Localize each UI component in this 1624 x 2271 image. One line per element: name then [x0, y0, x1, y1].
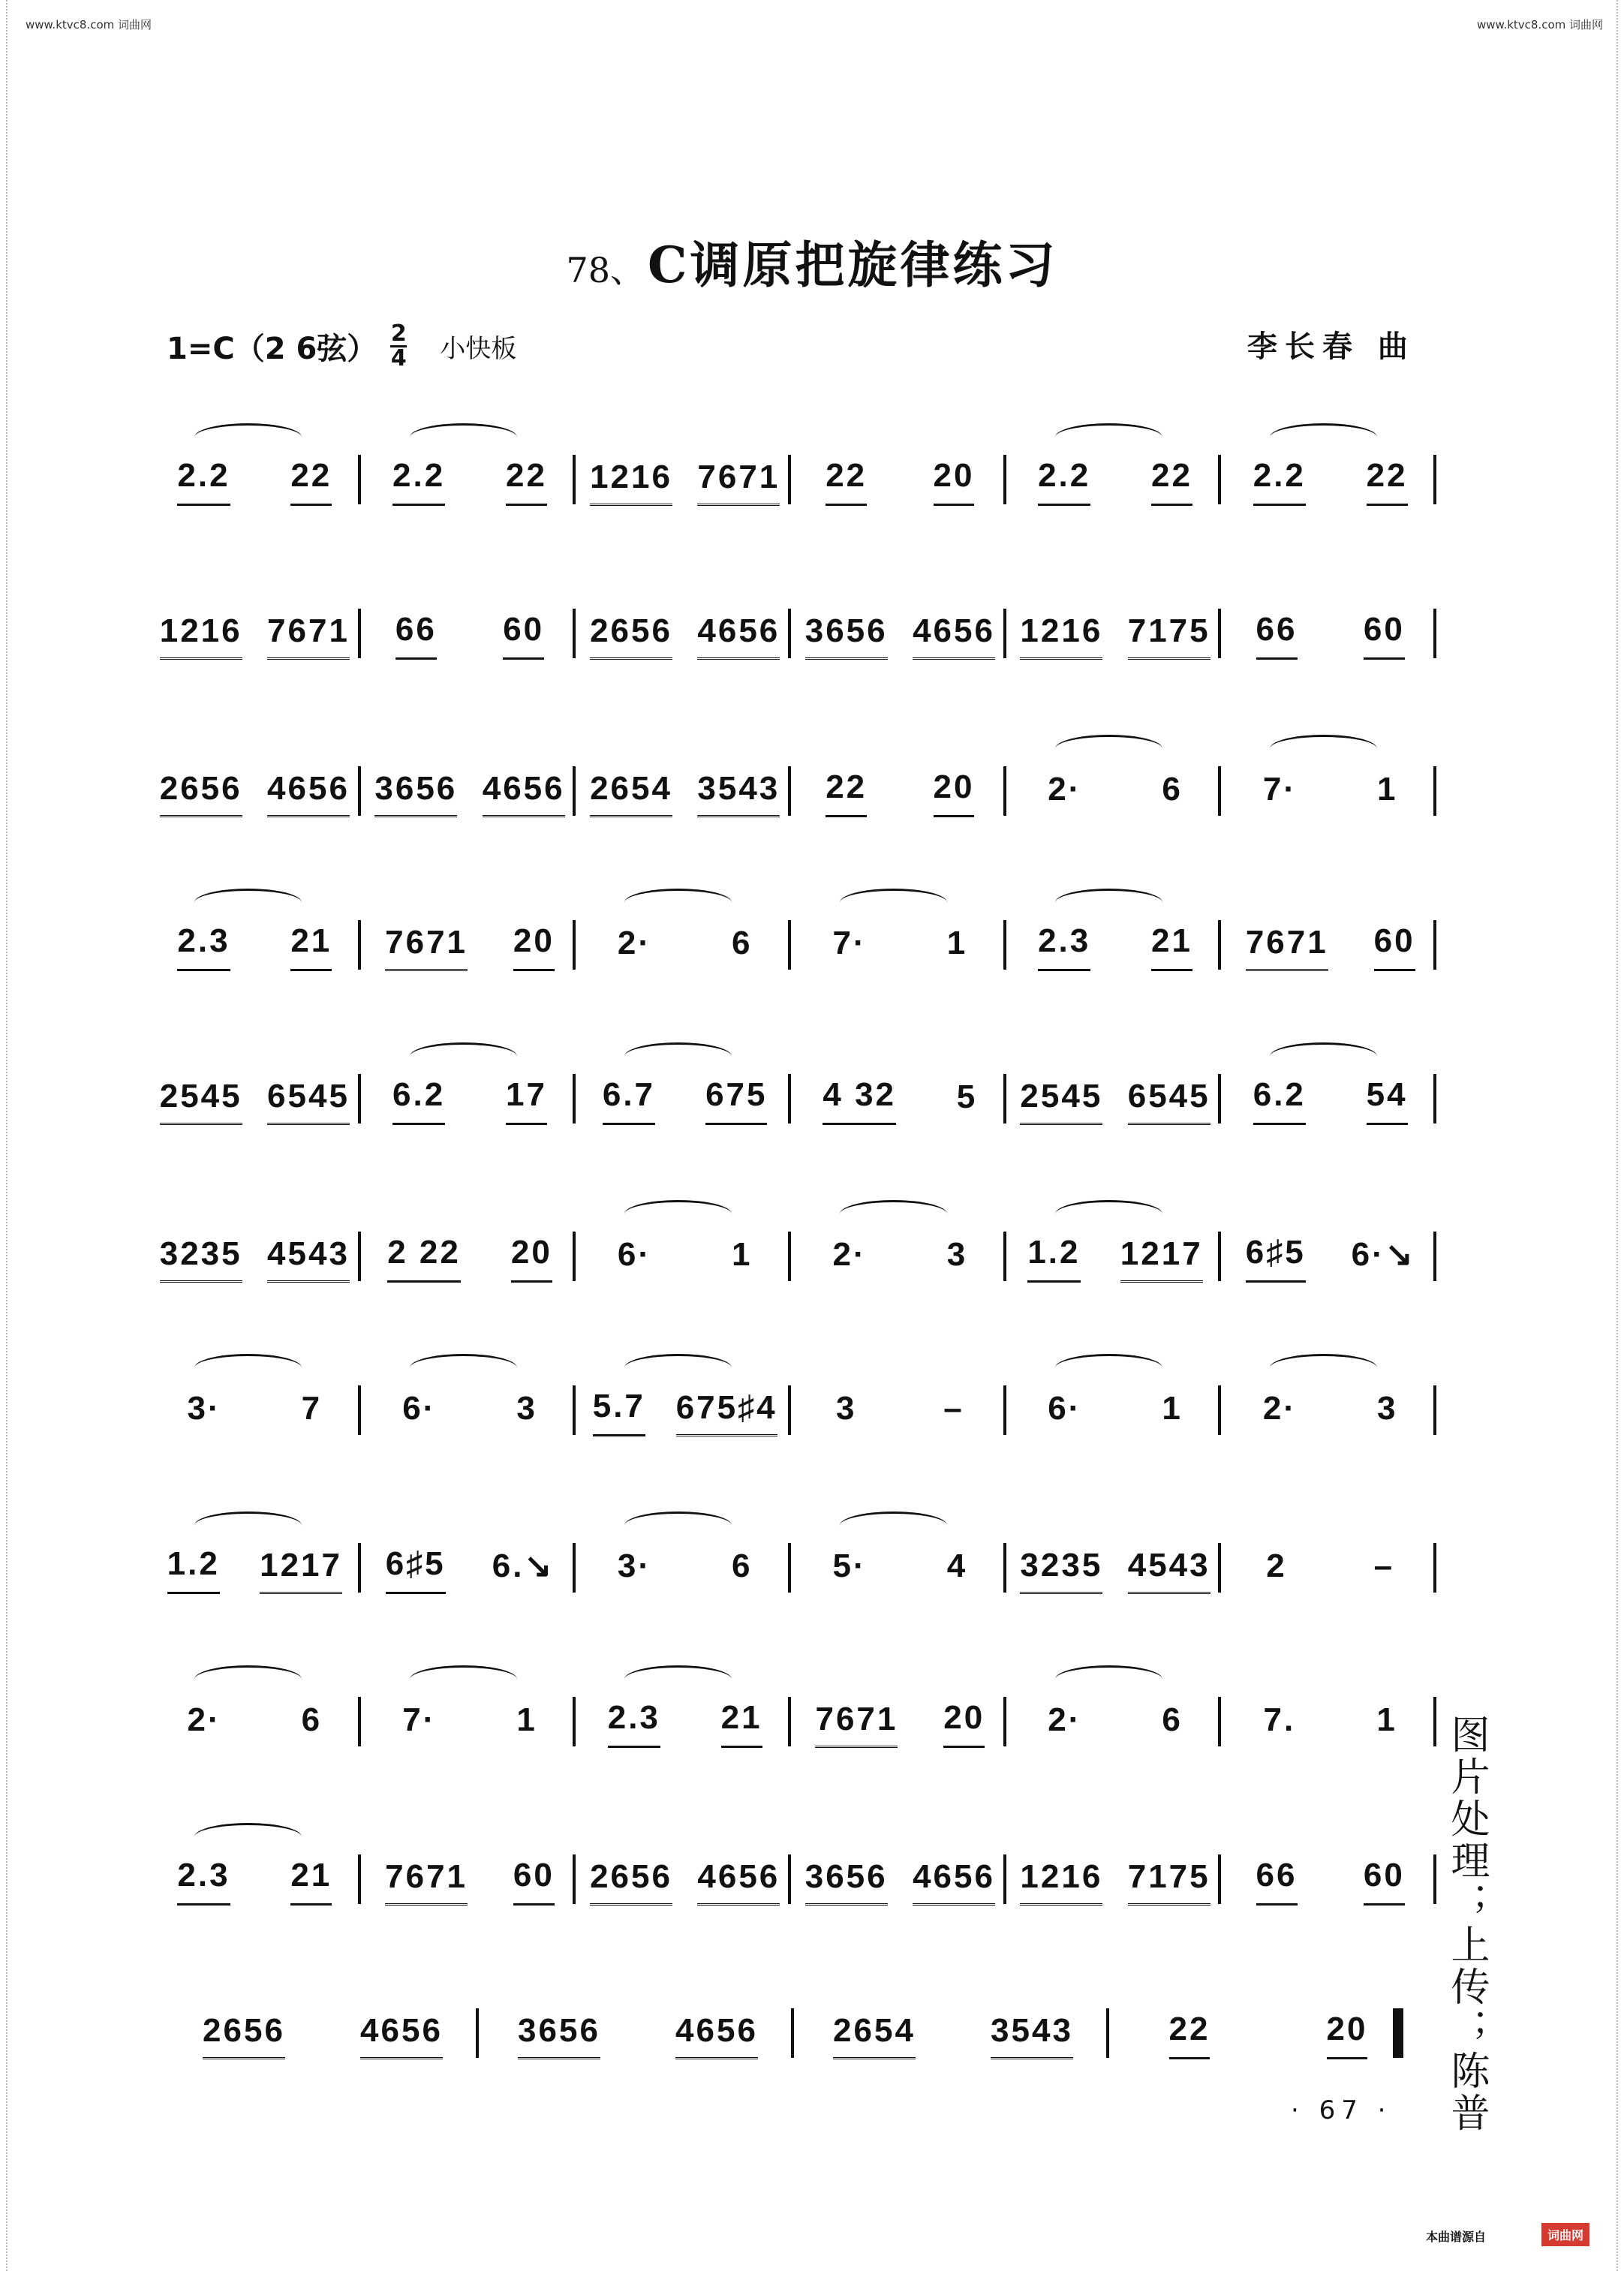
beat: 1: [1376, 1701, 1397, 1738]
slur-mark: [1270, 735, 1377, 763]
beat: 22: [290, 457, 332, 506]
beat: 1216: [1020, 612, 1102, 660]
beat: 2.3: [177, 922, 230, 971]
beat: 20: [1327, 2011, 1368, 2059]
bar-line: [358, 1543, 361, 1593]
slur-mark: [1055, 423, 1162, 451]
score-row: [147, 1182, 1438, 1310]
beat: 7·: [402, 1701, 437, 1738]
slur-mark: [624, 1042, 732, 1070]
bar-line: [358, 1854, 361, 1904]
beat: 2·: [1048, 771, 1082, 808]
beat: 2.2: [1253, 457, 1306, 506]
beat: 7671: [1246, 924, 1328, 971]
bar-line: [788, 455, 791, 504]
beat: 2654: [833, 2012, 916, 2059]
beat: 3656: [805, 612, 888, 660]
beat: 4656: [483, 770, 565, 817]
bar-line: [788, 1854, 791, 1904]
slur-mark: [194, 1354, 302, 1382]
bar-line: [358, 455, 361, 504]
key-label: 1=C（2 6弦）: [167, 332, 377, 366]
beat: 1: [946, 925, 968, 961]
slur-mark: [194, 423, 302, 451]
measure: [1008, 1024, 1223, 1152]
beat: 2.3: [177, 1857, 230, 1906]
measure: [577, 559, 792, 687]
beat: 1216: [1020, 1858, 1102, 1906]
beat: 2·: [617, 925, 651, 961]
slur-mark: [410, 1042, 517, 1070]
measure-group: [147, 1493, 1438, 1621]
beat: 6545: [267, 1078, 350, 1125]
beat: 3·: [187, 1390, 221, 1427]
measure: [1008, 1493, 1223, 1621]
beat: 4656: [697, 612, 780, 660]
beat: 4656: [360, 2012, 443, 2059]
beat: 21: [290, 922, 332, 971]
beat: 22: [1169, 2011, 1210, 2059]
bar-line: [788, 1232, 791, 1281]
score-row: [147, 1336, 1438, 1463]
bar-line: [1218, 1232, 1221, 1281]
bar-line: [1433, 1385, 1436, 1435]
bar-line: [573, 455, 576, 504]
bar-line: [788, 766, 791, 816]
bar-line: [1218, 1385, 1221, 1435]
title-text: C调原把旋律练习: [648, 236, 1058, 294]
measure: [1223, 559, 1438, 687]
bar-line: [1218, 1074, 1221, 1123]
beat: 675♯4: [676, 1389, 777, 1436]
source-badge: 词曲网: [1541, 2223, 1589, 2246]
bar-line: [358, 609, 361, 658]
bar-line: [1218, 920, 1221, 970]
bar-line: [573, 766, 576, 816]
beat: 3·: [617, 1548, 651, 1584]
measure: [147, 559, 362, 687]
slur-mark: [1270, 1354, 1377, 1382]
bar-line: [1218, 1697, 1221, 1746]
measure: [577, 405, 792, 533]
bar-line: [1003, 1385, 1006, 1435]
slur-mark: [1055, 889, 1162, 916]
bar-line: [358, 1232, 361, 1281]
bar-line: [1433, 1854, 1436, 1904]
beat: 22: [506, 457, 547, 506]
measure-group: [147, 1805, 1438, 1933]
bar-line: [573, 1385, 576, 1435]
beat: 3543: [697, 770, 780, 817]
beat: 2545: [160, 1078, 242, 1125]
time-signature: [390, 320, 407, 371]
beat: 66: [395, 611, 437, 660]
beat: 21: [290, 1857, 332, 1906]
slur-mark: [1270, 1042, 1377, 1070]
left-page-edge: [6, 0, 24, 2271]
beat: 2: [1266, 1548, 1287, 1584]
bar-line: [573, 920, 576, 970]
measure-group: [147, 405, 1438, 533]
beat: 1.2: [167, 1545, 220, 1594]
measure: [147, 1024, 362, 1152]
bar-line: [358, 1697, 361, 1746]
beat: 7175: [1128, 612, 1210, 660]
bar-line: [1003, 455, 1006, 504]
measure: [792, 405, 1008, 533]
beat: 7.: [1263, 1701, 1296, 1738]
slur-mark: [194, 1823, 302, 1851]
bar-line: [573, 1854, 576, 1904]
bar-line: [1433, 609, 1436, 658]
composer-credit: 李长春 曲: [1247, 329, 1415, 364]
measure-group: [147, 1647, 1438, 1775]
score-row: [147, 559, 1438, 687]
beat: 60: [1374, 922, 1415, 971]
beat: 3: [1377, 1390, 1398, 1427]
measure: [792, 559, 1008, 687]
measure: [577, 717, 792, 844]
bar-line: [1433, 455, 1436, 504]
beat: 7671: [815, 1701, 898, 1748]
beat: 2·: [832, 1236, 867, 1273]
bar-line: [358, 1074, 361, 1123]
beat: 2.3: [1038, 922, 1090, 971]
beat: 3: [516, 1390, 537, 1427]
beat: 22: [1367, 457, 1408, 506]
bar-line: [1433, 1697, 1436, 1746]
slur-mark: [1055, 1665, 1162, 1693]
page-number: · 67 ·: [1291, 2095, 1392, 2125]
time-top: 2: [390, 320, 407, 347]
slur-mark: [194, 889, 302, 916]
bar-line: [1003, 1074, 1006, 1123]
beat: 21: [1151, 922, 1192, 971]
beat: 2545: [1020, 1078, 1102, 1125]
slur-mark: [410, 423, 517, 451]
beat: 1216: [590, 459, 672, 506]
bar-line: [788, 1543, 791, 1593]
site-watermark-left: www.ktvc8.com 词曲网: [26, 18, 152, 32]
beat: 6.↘: [492, 1548, 555, 1584]
measure: [1223, 1805, 1438, 1933]
beat: 6.2: [392, 1076, 445, 1125]
beat: 20: [513, 922, 555, 971]
beat: –: [1373, 1548, 1395, 1584]
beat: 3235: [1020, 1547, 1102, 1594]
beat: 66: [1256, 611, 1298, 660]
beat: 6·: [617, 1236, 651, 1273]
beat: 20: [934, 769, 975, 817]
beat: 6545: [1128, 1078, 1210, 1125]
bar-line: [358, 766, 361, 816]
measure: [792, 717, 1008, 844]
measure: [792, 1024, 1008, 1152]
score-row: [147, 1805, 1438, 1933]
beat: 54: [1367, 1076, 1408, 1125]
upload-credit: 图片处理；上传；陈普: [1444, 1714, 1489, 2134]
bar-line: [476, 2008, 479, 2058]
bar-line: [1433, 1232, 1436, 1281]
bar-line: [573, 1074, 576, 1123]
beat: 7: [301, 1390, 323, 1427]
slur-mark: [840, 889, 947, 916]
beat: 3656: [518, 2012, 600, 2059]
bar-line: [788, 1074, 791, 1123]
bar-line: [788, 920, 791, 970]
beat: 6.2: [1253, 1076, 1306, 1125]
measure-group: [147, 1336, 1438, 1463]
measure-group: [165, 1959, 1426, 2086]
beat: 20: [511, 1234, 552, 1283]
beat: 2656: [590, 1858, 672, 1906]
beat: 2·: [187, 1701, 221, 1738]
beat: 2654: [590, 770, 672, 817]
beat: 17: [506, 1076, 547, 1125]
measure: [362, 871, 578, 998]
bar-line: [1003, 766, 1006, 816]
measure: [792, 1805, 1008, 1933]
bar-line: [358, 1385, 361, 1435]
slur-mark: [1055, 735, 1162, 763]
beat: 2656: [203, 2012, 285, 2059]
beat: 2656: [160, 770, 242, 817]
beat: 4543: [1128, 1547, 1210, 1594]
beat: 1217: [260, 1547, 342, 1594]
beat: 60: [513, 1857, 555, 1906]
bar-line: [573, 1697, 576, 1746]
beat: 1216: [160, 612, 242, 660]
beat: 7671: [385, 924, 468, 971]
slur-mark: [410, 1354, 517, 1382]
bar-line: [1003, 1543, 1006, 1593]
key-signature: [167, 320, 517, 371]
bar-line: [573, 1543, 576, 1593]
bar-line: [1218, 455, 1221, 504]
measure: [792, 1647, 1008, 1775]
beat: 1217: [1120, 1235, 1203, 1283]
measure: [480, 1959, 795, 2086]
beat: 2.2: [1038, 457, 1090, 506]
beat: 22: [826, 769, 867, 817]
beat: 6: [732, 925, 753, 961]
measure: [362, 1182, 578, 1310]
title-number: 78、: [566, 250, 645, 290]
site-watermark-right: www.ktvc8.com 词曲网: [1477, 18, 1604, 32]
measure: [1223, 1493, 1438, 1621]
score-row: [147, 1493, 1438, 1621]
measure: [147, 717, 362, 844]
beat: 3235: [160, 1235, 242, 1283]
beat: 4656: [913, 612, 995, 660]
bar-line: [573, 1232, 576, 1281]
beat: 2.2: [177, 457, 230, 506]
beat: 3656: [374, 770, 457, 817]
beat: 4: [946, 1548, 968, 1584]
beat: 4656: [267, 770, 350, 817]
slur-mark: [624, 1665, 732, 1693]
beat: 60: [1364, 611, 1405, 660]
beat: 4656: [697, 1858, 780, 1906]
measure: [1223, 1182, 1438, 1310]
bar-line: [1003, 920, 1006, 970]
beat: 6·: [402, 1390, 437, 1427]
measure-group: [147, 1024, 1438, 1152]
beat: 1: [516, 1701, 537, 1738]
beat: 5.7: [593, 1388, 645, 1436]
measure-group: [147, 717, 1438, 844]
beat: 20: [943, 1699, 985, 1748]
beat: 6: [732, 1548, 753, 1584]
measure: [1223, 871, 1438, 998]
bar-line: [1106, 2008, 1109, 2058]
slur-mark: [624, 889, 732, 916]
beat: 20: [934, 457, 975, 506]
bar-line: [1433, 766, 1436, 816]
measure-group: [147, 559, 1438, 687]
bar-line: [788, 1385, 791, 1435]
beat: 6.7: [603, 1076, 655, 1125]
beat: 4656: [913, 1858, 995, 1906]
bar-line: [358, 920, 361, 970]
beat: 6: [1162, 1701, 1183, 1738]
beat: 5·: [832, 1548, 867, 1584]
slur-mark: [410, 1665, 517, 1693]
beat: 2656: [590, 612, 672, 660]
beat: 3543: [991, 2012, 1073, 2059]
beat: –: [943, 1390, 964, 1427]
score-row: [147, 405, 1438, 533]
right-page-edge: [1600, 0, 1618, 2271]
beat: 22: [826, 457, 867, 506]
bar-line: [1433, 1543, 1436, 1593]
slur-mark: [1055, 1200, 1162, 1228]
beat: 5: [956, 1078, 978, 1115]
beat: 6♯5: [386, 1545, 446, 1594]
measure: [147, 1182, 362, 1310]
measure: [792, 1336, 1008, 1463]
slur-mark: [194, 1665, 302, 1693]
beat: 7671: [385, 1858, 468, 1906]
measure: [362, 1493, 578, 1621]
page-title: [0, 225, 1624, 296]
beat: 60: [1364, 1857, 1405, 1906]
slur-mark: [840, 1200, 947, 1228]
measure: [795, 1959, 1111, 2086]
measure: [362, 559, 578, 687]
beat: 675: [705, 1076, 767, 1125]
beat: 6: [301, 1701, 323, 1738]
beat: 7·: [832, 925, 867, 961]
beat: 3: [835, 1390, 857, 1427]
bar-line: [1218, 1543, 1221, 1593]
beat: 2.2: [392, 457, 445, 506]
beat: 1: [732, 1236, 753, 1273]
bar-line: [1433, 1074, 1436, 1123]
beat: 1: [1377, 771, 1398, 808]
score-row: [165, 1959, 1426, 2086]
measure: [1223, 1647, 1438, 1775]
beat: 4656: [675, 2012, 758, 2059]
measure-group: [147, 871, 1438, 998]
beat: 7671: [697, 459, 780, 506]
measure: [362, 717, 578, 844]
beat: 3656: [805, 1858, 888, 1906]
beat: 2·: [1048, 1701, 1082, 1738]
beat: 3: [946, 1236, 968, 1273]
beat: 6·: [1048, 1390, 1082, 1427]
score-row: [147, 871, 1438, 998]
bar-line: [788, 1697, 791, 1746]
bar-line: [1218, 1854, 1221, 1904]
score-row: [147, 717, 1438, 844]
slur-mark: [624, 1200, 732, 1228]
bar-line: [1003, 1697, 1006, 1746]
beat: 7·: [1262, 771, 1297, 808]
beat: 66: [1256, 1857, 1298, 1906]
beat: 7175: [1128, 1858, 1210, 1906]
beat: 4543: [267, 1235, 350, 1283]
beat: 1.2: [1027, 1234, 1080, 1283]
score-row: [147, 1024, 1438, 1152]
score-row: [147, 1647, 1438, 1775]
slur-mark: [624, 1354, 732, 1382]
beat: 2·: [1262, 1390, 1297, 1427]
slur-mark: [1055, 1354, 1162, 1382]
beat: 7671: [267, 612, 350, 660]
beat: 6♯5: [1246, 1234, 1306, 1283]
bar-line: [573, 609, 576, 658]
measure: [165, 1959, 480, 2086]
beat: 60: [503, 611, 544, 660]
source-note: 本曲谱源自: [1426, 2230, 1487, 2244]
beat: 6·↘: [1351, 1236, 1415, 1273]
beat: 2 22: [387, 1234, 461, 1283]
bar-line: [791, 2008, 794, 2058]
bar-line: [1433, 920, 1436, 970]
beat: 2.3: [608, 1699, 660, 1748]
beat: 21: [721, 1699, 762, 1748]
beat: 4 32: [823, 1076, 896, 1125]
slur-mark: [194, 1511, 302, 1539]
measure-group: [147, 1182, 1438, 1310]
measure: [1111, 1959, 1426, 2086]
slur-mark: [1270, 423, 1377, 451]
bar-line: [1218, 766, 1221, 816]
bar-line: [1003, 609, 1006, 658]
bar-line: [1003, 1232, 1006, 1281]
measure: [362, 1805, 578, 1933]
bar-line: [1218, 609, 1221, 658]
beat: 6: [1162, 771, 1183, 808]
measure: [577, 1805, 792, 1933]
bar-line: [788, 609, 791, 658]
slur-mark: [624, 1511, 732, 1539]
measure: [1008, 559, 1223, 687]
bar-line: [1003, 1854, 1006, 1904]
measure: [1008, 1805, 1223, 1933]
time-bottom: 4: [390, 345, 407, 371]
beat: 1: [1162, 1390, 1183, 1427]
final-bar-line: [1393, 2008, 1403, 2058]
beat: 22: [1151, 457, 1192, 506]
slur-mark: [840, 1511, 947, 1539]
tempo-marking: 小快板: [440, 334, 517, 364]
